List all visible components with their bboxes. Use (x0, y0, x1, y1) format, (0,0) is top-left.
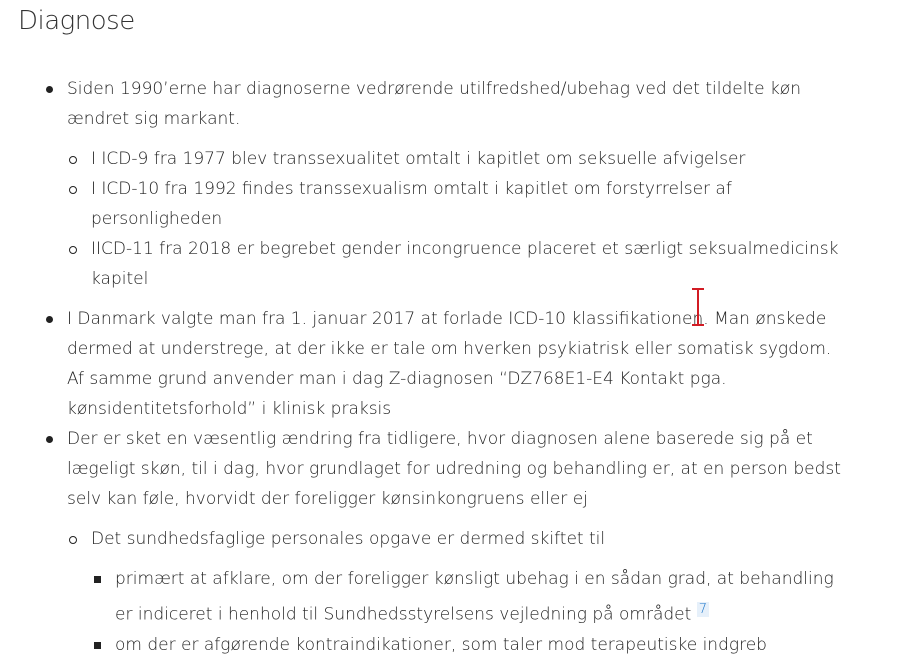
list-item-1-text: Siden 1990’erne har diagnoserne vedrørende utilfredshed/ubehag ved det tildelte køn ændret sig markant. (67, 79, 801, 129)
footnote-ref[interactable] (697, 601, 709, 617)
subitem-icd10: I ICD-10 fra 1992 findes transsexualism omtalt i kapitlet om forstyrrelser af personligheden (67, 174, 847, 234)
subitem-icd9: I ICD-9 fra 1977 blev transsexualitet omtalt i kapitlet om seksuelle afvigelser (67, 144, 847, 174)
main-bullet-list (67, 74, 847, 660)
list-item-3 (67, 424, 847, 660)
subsubitem-clarify-text: primært at afklare, om der foreligger kønsligt ubehag i en sådan grad, at behandling er indiceret i henhold til Sundhedsstyrelsens vejledning på området (115, 569, 834, 625)
subsubitem-clarify (91, 564, 847, 630)
subsubitem-contraindications: om der er afgørende kontraindikationer, som taler mod terapeutiske indgreb (91, 630, 847, 660)
sublist-1 (67, 144, 847, 294)
subsublist-3 (91, 564, 847, 660)
subitem-staff-task-text: Det sundhedsfaglige personales opgave er dermed skiftet til (91, 529, 606, 549)
sublist-3 (67, 524, 847, 660)
subitem-icd11: IICD-11 fra 2018 er begrebet gender incongruence placeret et særligt seksualmedicinsk kapitel (67, 234, 847, 294)
list-item-3-text: Der er sket en væsentlig ændring fra tidligere, hvor diagnosen alene baserede sig på et lægeligt skøn, til i dag, hvor grundlaget for udredning og behandling er, at en person bedst selv kan føle, hvorvidt der foreligger kønsinkongruens eller ej (67, 429, 841, 509)
subitem-staff-task (67, 524, 847, 660)
list-item-2-text: I Danmark valgte man fra 1. januar 2017 at forlade ICD-10 klassifikationen. Man ønskede dermed at understrege, at der ikke er tale om hverken psykiatrisk eller somatisk sygdom. Af samme grund anvender man i dag Z-diagnosen “DZ768E1-E4 Kontakt pga. kønsidentitetsforhold” i klinisk praksis (67, 309, 832, 419)
text-cursor-icon (688, 288, 708, 328)
section-heading: Diagnose (18, 6, 135, 36)
footnote-link[interactable]: 7 (698, 602, 707, 617)
list-item-1 (67, 74, 847, 294)
list-item-2 (67, 304, 847, 424)
